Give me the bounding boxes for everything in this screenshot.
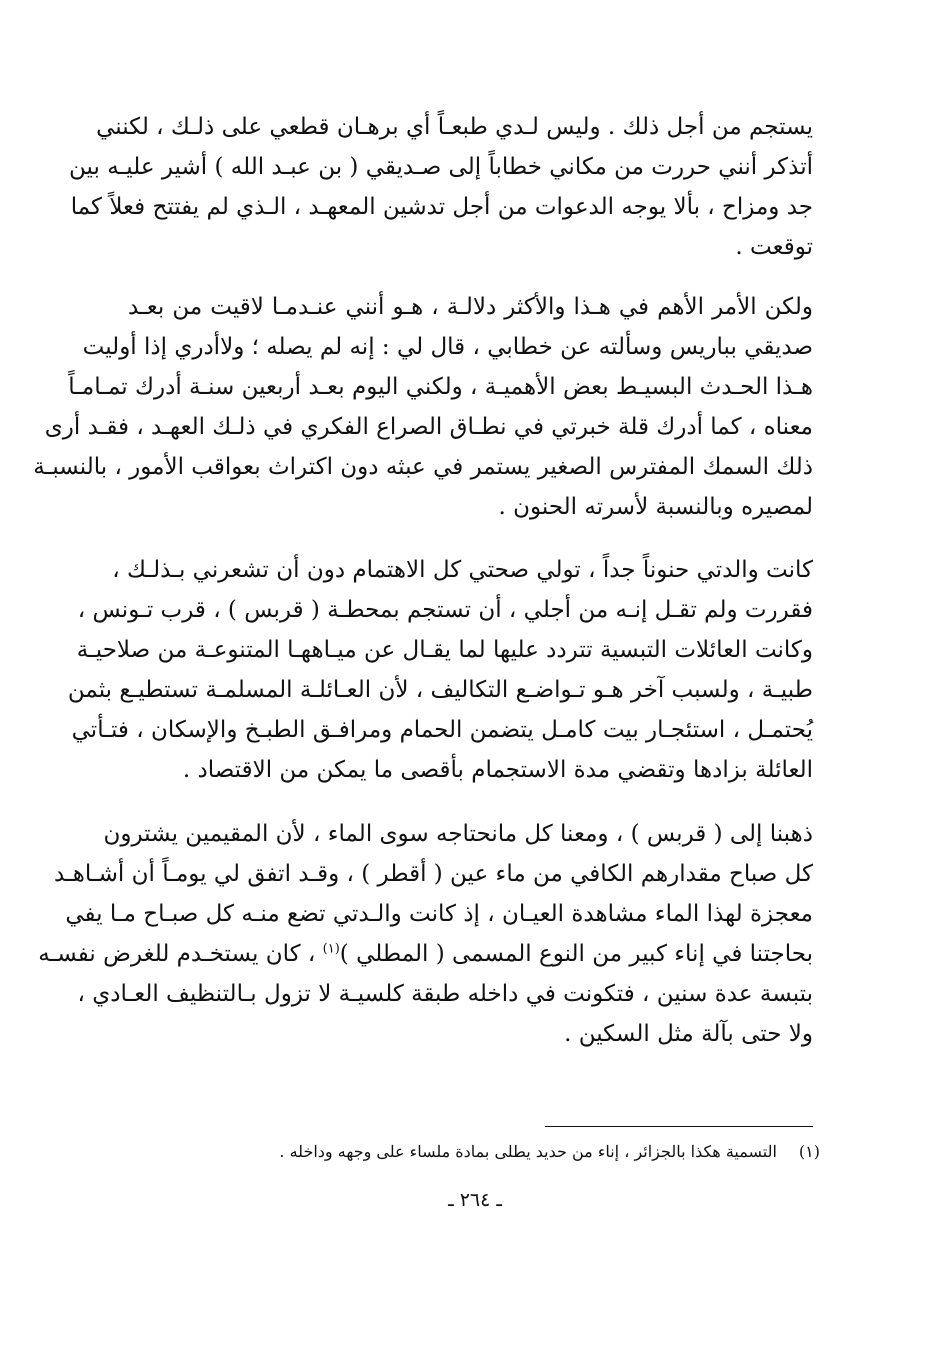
- footnote-text: التسمية هكذا بالجزائر ، إناء من حديد يطلى بمادة ملساء على وجهه وداخله .: [279, 1142, 777, 1161]
- text-line: بتبسة عدة سنين ، فتكونت في داخله طبقة كلسيـة لا تزول بـالتنظيف العـادي ،: [77, 981, 813, 1007]
- text-line: لمصيره وبالنسبة لأسرته الحنون .: [498, 494, 813, 520]
- text-line: هـذا الحـدث البسيـط بعض الأهميـة ، ولكني اليوم بعـد أربعين سنـة أدرك تمـامـاً: [68, 374, 813, 400]
- text-line: العائلة بزادها وتقضي مدة الاستجمام بأقصى ما يمكن من الاقتصاد .: [182, 757, 813, 783]
- footnote-separator: [545, 1126, 813, 1127]
- text-line: كل صباح مقدارهم الكافي من ماء عين ( أقطر ) ، وقـد اتفق لي يومـاً أن أشـاهـد: [53, 861, 813, 887]
- text-segment: ، كان يستخـدم للغرض نفسـه: [38, 941, 323, 967]
- footnote: [250, 1140, 820, 1164]
- text-line: ذلك السمك المفترس الصغير يستمر في عبثه دون اكتراث بعواقب الأمور ، بالنسبـة: [33, 454, 813, 480]
- body-text: [33, 107, 813, 1076]
- text-line: معناه ، كما أدرك قلة خبرتي في نطـاق الصراع الفكري في ذلـك العهـد ، فقـد أرى: [44, 414, 813, 440]
- text-line: يستجم من أجل ذلك . وليس لـدي طبعـاً أي برهـان قطعي على ذلـك ، لكنني: [96, 114, 813, 140]
- text-line: أتذكر أنني حررت من مكاني خطاباً إلى صـديقي ( بن عبـد الله ) أشير عليـه بين: [69, 154, 813, 180]
- text-segment: بحاجتنا في إناء كبير من النوع المسمى ( المطلي ): [339, 941, 813, 967]
- text-line: صديقي بباريس وسألته عن خطابي ، قال لي : إنه لم يصله ؛ ولاأدري إذا أوليت: [82, 334, 813, 360]
- text-line-with-footnote: [38, 934, 813, 974]
- footnote-marker: (١): [798, 1142, 820, 1161]
- text-line: جد ومزاح ، بألا يوجه الدعوات من أجل تدشين المعهـد ، الـذي لم يفتتح فعلاً كما: [70, 194, 813, 220]
- text-line: طبيـة ، ولسبب آخر هـو تـواضـع التكاليف ، لأن العـائلـة المسلمـة تستطيـع بثمن: [67, 677, 813, 703]
- text-line: كانت والدتي حنوناً جداً ، تولي صحتي كل الاهتمام دون أن تشعرني بـذلـك ،: [112, 557, 813, 583]
- text-line: يُحتمـل ، استئجـار بيت كامـل يتضمن الحمام ومرافـق الطبـخ والإسكان ، فتـأتي: [71, 717, 813, 743]
- footnote-reference[interactable]: (١): [322, 941, 340, 957]
- text-line: توقعت .: [735, 234, 813, 260]
- text-line: ولا حتى بآلة مثل السكين .: [564, 1021, 813, 1047]
- paragraph-4: [38, 814, 813, 1054]
- paragraph-3: [67, 550, 813, 790]
- text-line: فقررت ولم تقـل إنـه من أجلي ، أن تستجم بمحطـة ( قربس ) ، قرب تـونس ،: [77, 597, 813, 623]
- paragraph-1: [69, 107, 813, 267]
- paragraph-2: [33, 287, 813, 527]
- page-number: ـ ٢٦٤ ـ: [448, 1189, 502, 1211]
- text-line: وكانت العائلات التبسية تتردد عليها لما يقـال عن ميـاههـا المتنوعـة من صلاحيـة: [76, 637, 813, 663]
- text-line: ولكن الأمر الأهم في هـذا والأكثر دلالـة ، هـو أنني عنـدمـا لاقيت من بعـد: [128, 294, 813, 320]
- text-line: معجزة لهذا الماء مشاهدة العيـان ، إذ كانت والـدتي تضع منـه كل صبـاح مـا يفي: [65, 901, 813, 927]
- text-line: ذهبنا إلى ( قربس ) ، ومعنا كل مانحتاجه سوى الماء ، لأن المقيمين يشترون: [103, 821, 813, 847]
